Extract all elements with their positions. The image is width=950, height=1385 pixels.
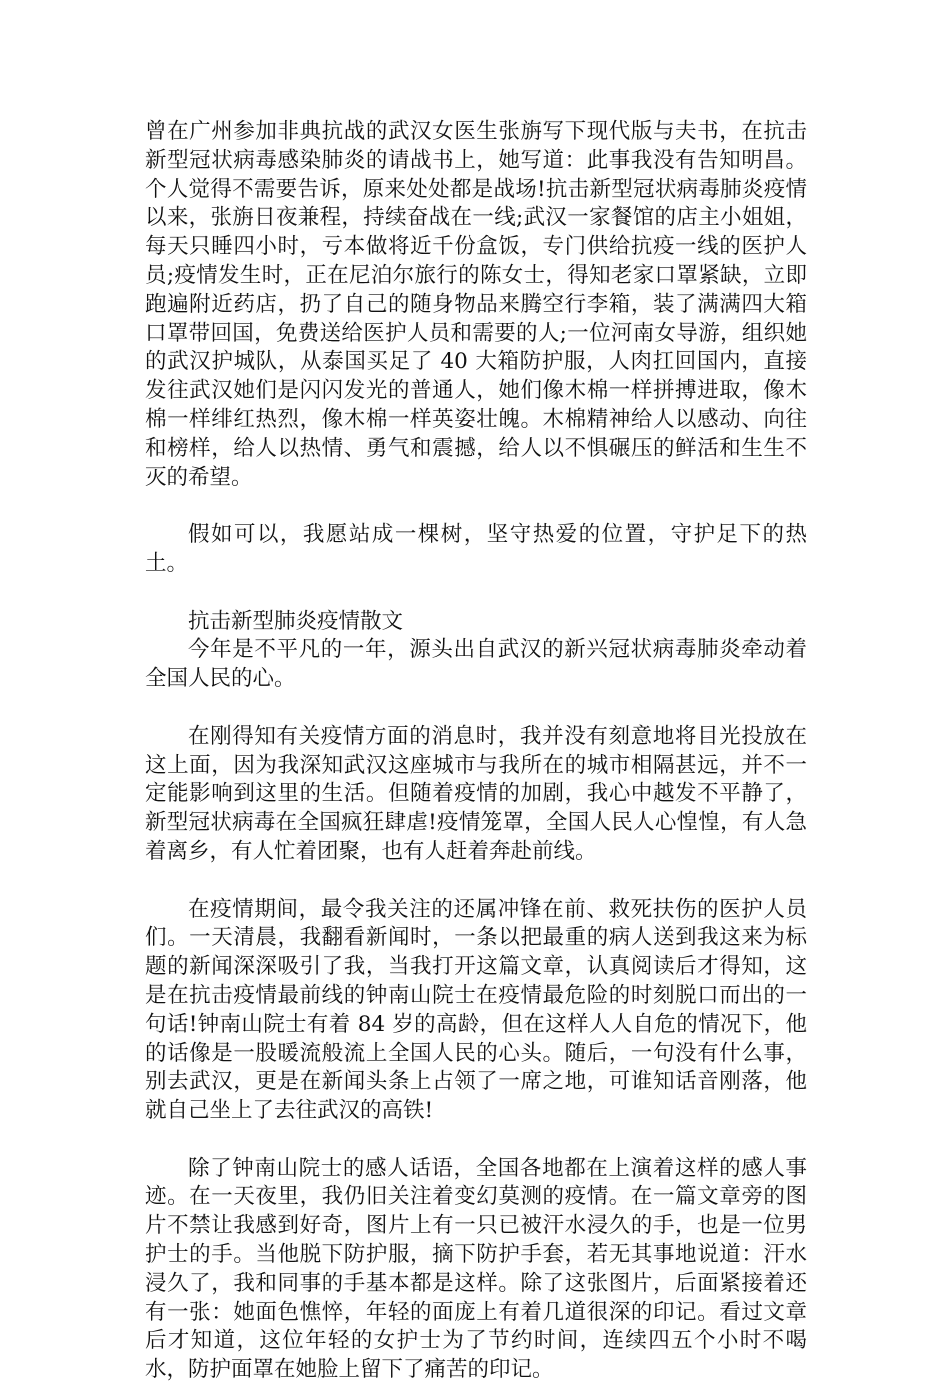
paragraph-mulian-spirit: 曾在广州参加非典抗战的武汉女医生张旃写下现代版与夫书，在抗击新型冠状病毒感染肺炎的请战书上，她写道：此事我没有告知明昌。个人觉得不需要告诉，原来处处都是战场!抗击新型冠状病毒肺炎疫情以来，张旃日夜兼程，持续奋战在一线;武汉一家餐馆的店主小姐姐，每天只睡四小时，亏本做将近千份盒饭，专门供给抗疫一线的医护人员;疫情发生时，正在尼泊尔旅行的陈女士，得知老家口罩紧缺，立即跑遍附近药店，扔了自己的随身物品来腾空行李箱，装了满满四大箱口罩带回国，免费送给医护人员和需要的人;一位河南女导游，组织她的武汉护城队，从泰国买足了 40 大箱防护服，人肉扛回国内，直接发往武汉她们是闪闪发光的普通人，她们像木棉一样拼搏进取，像木棉一样绯红热烈，像木棉一样英姿壮魄。木棉精神给人以感动、向往和榜样，给人以热情、勇气和震撼，给人以不惧碾压的鲜活和生生不灭的希望。	[145, 119, 807, 490]
paragraph-first-news: 在刚得知有关疫情方面的消息时，我并没有刻意地将目光投放在这上面，因为我深知武汉这座城市与我所在的城市相隔甚远，并不一定能影响到这里的生活。但随着疫情的加剧，我心中越发不平静了，新型冠状病毒在全国疯狂肆虐!疫情笼罩，全国人民人心惶惶，有人急着离乡，有人忙着团聚，也有人赶着奔赴前线。	[145, 723, 807, 864]
paragraph-zhong-nanshan: 在疫情期间，最令我关注的还属冲锋在前、救死扶伤的医护人员们。一天清晨，我翻看新闻时，一条以把最重的病人送到我这来为标题的新闻深深吸引了我，当我打开这篇文章，认真阅读后才得知，这是在抗击疫情最前线的钟南山院士在疫情最危险的时刻脱口而出的一句话!钟南山院士有着 84 岁的高龄，但在这样人人自危的情况下，他的话像是一股暖流般流上全国人民的心头。随后，一句没有什么事，别去武汉，更是在新闻头条上占领了一席之地，可谁知话音刚落，他就自己坐上了去往武汉的高铁!	[145, 896, 807, 1124]
paragraph-spacer	[145, 867, 807, 896]
paragraph-tree-wish: 假如可以，我愿站成一棵树，坚守热爱的位置，守护足下的热土。	[145, 522, 807, 576]
paragraph-spacer	[145, 579, 807, 608]
document-body	[145, 118, 807, 1385]
paragraph-nurses: 除了钟南山院士的感人话语，全国各地都在上演着这样的感人事迹。在一天夜里，我仍旧关注着变幻莫测的疫情。在一篇文章旁的图片不禁让我感到好奇，图片上有一只已被汗水浸久的手，也是一位男护士的手。当他脱下防护服，摘下防护手套，若无其事地说道：汗水浸久了，我和同事的手基本都是这样。除了这张图片，后面紧接着还有一张：她面色憔悴，年轻的面庞上有着几道很深的印记。看过文章后才知道，这位年轻的女护士为了节约时间，连续四五个小时不喝水，防护面罩在她脸上留下了痛苦的印记。	[145, 1155, 807, 1383]
paragraph-intro: 今年是不平凡的一年，源头出自武汉的新兴冠状病毒肺炎牵动着全国人民的心。	[145, 637, 807, 692]
essay-title: 抗击新型肺炎疫情散文	[188, 608, 404, 634]
paragraph-spacer	[145, 492, 807, 521]
paragraph-spacer	[145, 1126, 807, 1155]
paragraph-spacer	[145, 694, 807, 723]
